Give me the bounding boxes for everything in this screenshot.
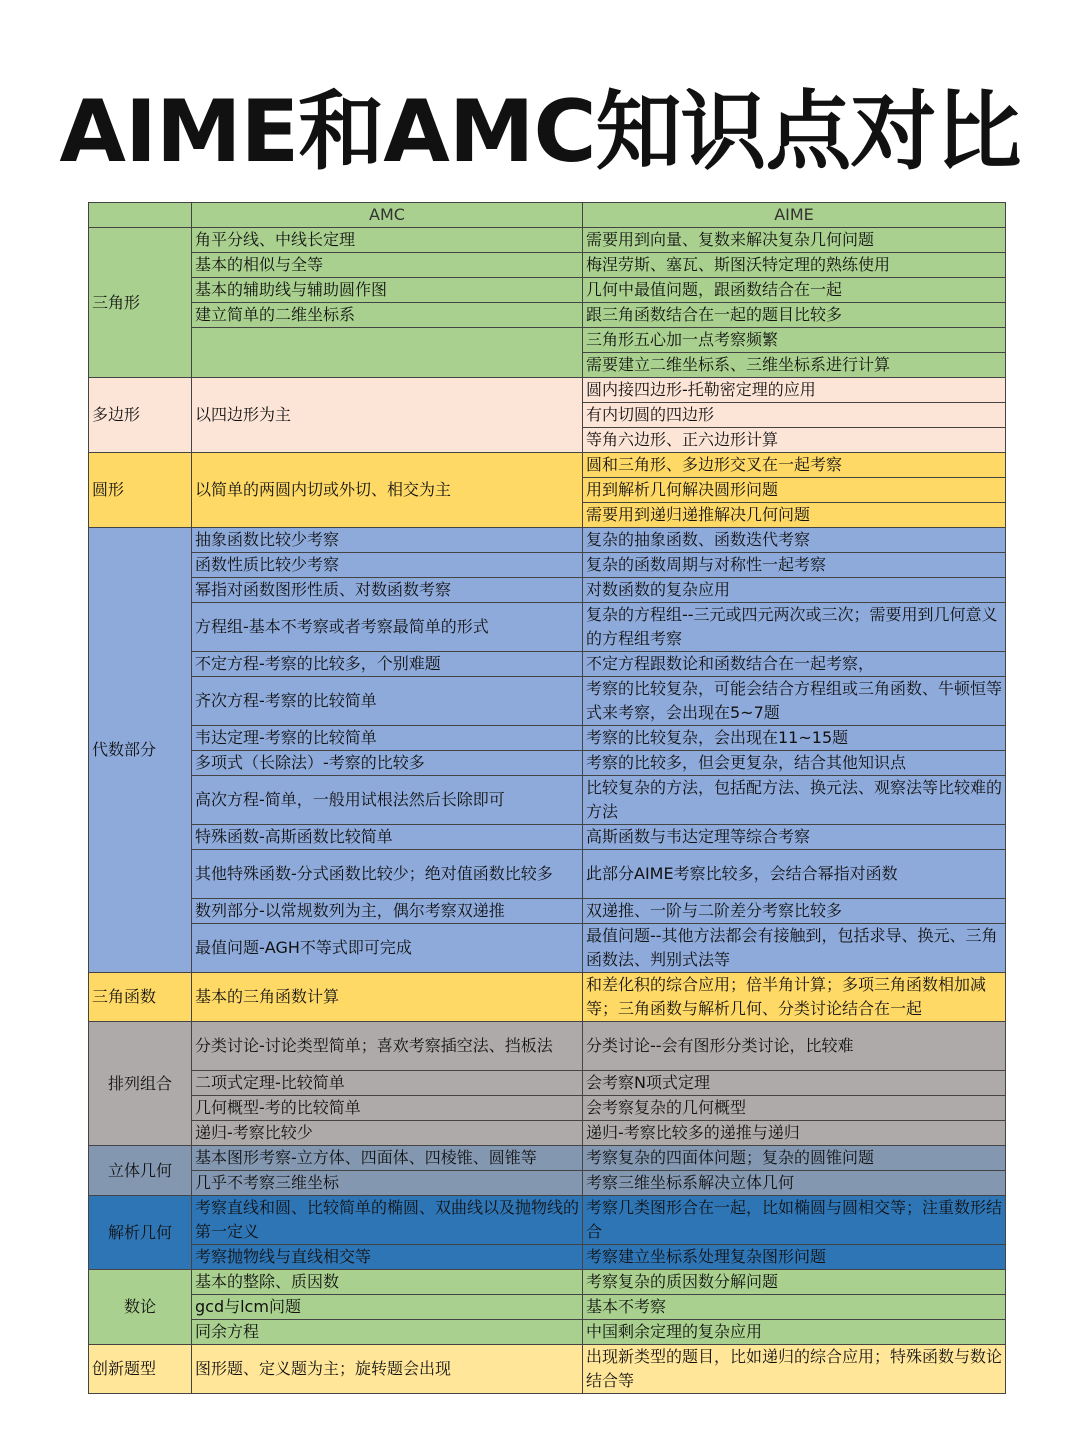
table-row xyxy=(89,677,1006,726)
table-row xyxy=(89,751,1006,776)
aime-cell: 圆内接四边形-托勒密定理的应用 xyxy=(583,378,1006,403)
amc-cell: 多项式（长除法）-考察的比较多 xyxy=(192,751,583,776)
aime-cell: 梅涅劳斯、塞瓦、斯图沃特定理的熟练使用 xyxy=(583,253,1006,278)
aime-cell: 需要用到递归递推解决几何问题 xyxy=(583,503,1006,528)
aime-cell: 考察复杂的四面体问题；复杂的圆锥问题 xyxy=(583,1146,1006,1171)
aime-cell: 最值问题--其他方法都会有接触到，包括求导、换元、三角函数法、判别式法等 xyxy=(583,924,1006,973)
aime-cell: 考察三维坐标系解决立体几何 xyxy=(583,1171,1006,1196)
table-row xyxy=(89,253,1006,278)
amc-cell: 建立简单的二维坐标系 xyxy=(192,303,583,328)
table-row xyxy=(89,1245,1006,1270)
aime-cell: 圆和三角形、多边形交叉在一起考察 xyxy=(583,453,1006,478)
aime-cell: 比较复杂的方法，包括配方法、换元法、观察法等比较难的方法 xyxy=(583,776,1006,825)
page-title: AIME和AMC知识点对比 xyxy=(59,82,1021,182)
amc-cell: 考察直线和圆、比较简单的椭圆、双曲线以及抛物线的第一定义 xyxy=(192,1196,583,1245)
category-cell: 解析几何 xyxy=(89,1196,192,1270)
amc-cell: 以简单的两圆内切或外切、相交为主 xyxy=(192,453,583,528)
amc-cell: 齐次方程-考察的比较简单 xyxy=(192,677,583,726)
amc-cell xyxy=(192,328,583,378)
aime-cell: 对数函数的复杂应用 xyxy=(583,578,1006,603)
aime-cell: 出现新类型的题目，比如递归的综合应用；特殊函数与数论结合等 xyxy=(583,1345,1006,1394)
table-row xyxy=(89,553,1006,578)
amc-cell: 幂指对函数图形性质、对数函数考察 xyxy=(192,578,583,603)
aime-cell: 等角六边形、正六边形计算 xyxy=(583,428,1006,453)
table-row xyxy=(89,776,1006,825)
amc-cell: 同余方程 xyxy=(192,1320,583,1345)
table-row xyxy=(89,1295,1006,1320)
table-row xyxy=(89,1320,1006,1345)
amc-cell: 角平分线、中线长定理 xyxy=(192,228,583,253)
amc-cell: 基本的相似与全等 xyxy=(192,253,583,278)
table-row xyxy=(89,453,1006,478)
amc-cell: 不定方程-考察的比较多，个别难题 xyxy=(192,652,583,677)
amc-cell: 以四边形为主 xyxy=(192,378,583,453)
aime-cell: 不定方程跟数论和函数结合在一起考察， xyxy=(583,652,1006,677)
aime-cell: 三角形五心加一点考察频繁 xyxy=(583,328,1006,353)
table-row xyxy=(89,973,1006,1022)
table-row xyxy=(89,1121,1006,1146)
aime-cell: 考察的比较复杂，可能会结合方程组或三角函数、牛顿恒等式来考察，会出现在5~7题 xyxy=(583,677,1006,726)
amc-cell: 基本的辅助线与辅助圆作图 xyxy=(192,278,583,303)
category-cell: 多边形 xyxy=(89,378,192,453)
amc-cell: 数列部分-以常规数列为主，偶尔考察双递推 xyxy=(192,899,583,924)
table-row xyxy=(89,278,1006,303)
header-corner xyxy=(89,203,192,228)
aime-cell: 需要建立二维坐标系、三维坐标系进行计算 xyxy=(583,353,1006,378)
table-row xyxy=(89,1022,1006,1071)
amc-cell: 基本的整除、质因数 xyxy=(192,1270,583,1295)
amc-cell: 几乎不考察三维坐标 xyxy=(192,1171,583,1196)
amc-cell: gcd与lcm问题 xyxy=(192,1295,583,1320)
aime-cell: 会考察复杂的几何概型 xyxy=(583,1096,1006,1121)
table-row xyxy=(89,924,1006,973)
table-row xyxy=(89,652,1006,677)
table-row xyxy=(89,528,1006,553)
amc-cell: 基本图形考察-立方体、四面体、四棱锥、圆锥等 xyxy=(192,1146,583,1171)
aime-cell: 考察的比较多，但会更复杂，结合其他知识点 xyxy=(583,751,1006,776)
table-row xyxy=(89,1345,1006,1394)
aime-cell: 和差化积的综合应用；倍半角计算；多项三角函数相加减等；三角函数与解析几何、分类讨论结合在一起 xyxy=(583,973,1006,1022)
header-row xyxy=(89,203,1006,228)
aime-cell: 有内切圆的四边形 xyxy=(583,403,1006,428)
amc-cell: 函数性质比较少考察 xyxy=(192,553,583,578)
category-cell: 创新题型 xyxy=(89,1345,192,1394)
amc-cell: 几何概型-考的比较简单 xyxy=(192,1096,583,1121)
amc-cell: 方程组-基本不考察或者考察最简单的形式 xyxy=(192,603,583,652)
aime-cell: 递归-考察比较多的递推与递归 xyxy=(583,1121,1006,1146)
aime-cell: 此部分AIME考察比较多，会结合幂指对函数 xyxy=(583,850,1006,899)
table-row xyxy=(89,303,1006,328)
aime-cell: 中国剩余定理的复杂应用 xyxy=(583,1320,1006,1345)
table-row xyxy=(89,899,1006,924)
amc-cell: 韦达定理-考察的比较简单 xyxy=(192,726,583,751)
header-aime: AIME xyxy=(583,203,1006,228)
aime-cell: 考察几类图形合在一起，比如椭圆与圆相交等；注重数形结合 xyxy=(583,1196,1006,1245)
amc-cell: 考察抛物线与直线相交等 xyxy=(192,1245,583,1270)
table-row xyxy=(89,1196,1006,1245)
table-row xyxy=(89,228,1006,253)
category-cell: 排列组合 xyxy=(89,1022,192,1146)
aime-cell: 考察建立坐标系处理复杂图形问题 xyxy=(583,1245,1006,1270)
amc-cell: 二项式定理-比较简单 xyxy=(192,1071,583,1096)
aime-cell: 跟三角函数结合在一起的题目比较多 xyxy=(583,303,1006,328)
aime-cell: 几何中最值问题，跟函数结合在一起 xyxy=(583,278,1006,303)
table-row xyxy=(89,378,1006,403)
category-cell: 数论 xyxy=(89,1270,192,1345)
aime-cell: 双递推、一阶与二阶差分考察比较多 xyxy=(583,899,1006,924)
aime-cell: 考察复杂的质因数分解问题 xyxy=(583,1270,1006,1295)
header-amc: AMC xyxy=(192,203,583,228)
amc-cell: 最值问题-AGH不等式即可完成 xyxy=(192,924,583,973)
table-row xyxy=(89,1270,1006,1295)
table-row xyxy=(89,603,1006,652)
table-row xyxy=(89,328,1006,353)
aime-cell: 基本不考察 xyxy=(583,1295,1006,1320)
category-cell: 三角函数 xyxy=(89,973,192,1022)
comparison-table xyxy=(88,202,1006,1394)
aime-cell: 复杂的函数周期与对称性一起考察 xyxy=(583,553,1006,578)
amc-cell: 特殊函数-高斯函数比较简单 xyxy=(192,825,583,850)
aime-cell: 分类讨论--会有图形分类讨论，比较难 xyxy=(583,1022,1006,1071)
category-cell: 圆形 xyxy=(89,453,192,528)
category-cell: 代数部分 xyxy=(89,528,192,973)
table-row xyxy=(89,726,1006,751)
amc-cell: 分类讨论-讨论类型简单；喜欢考察插空法、挡板法 xyxy=(192,1022,583,1071)
table-row xyxy=(89,1071,1006,1096)
amc-cell: 图形题、定义题为主；旋转题会出现 xyxy=(192,1345,583,1394)
table-row xyxy=(89,1146,1006,1171)
amc-cell: 高次方程-简单，一般用试根法然后长除即可 xyxy=(192,776,583,825)
table-body xyxy=(89,203,1006,1394)
amc-cell: 抽象函数比较少考察 xyxy=(192,528,583,553)
aime-cell: 会考察N项式定理 xyxy=(583,1071,1006,1096)
table-row xyxy=(89,825,1006,850)
category-cell: 立体几何 xyxy=(89,1146,192,1196)
aime-cell: 考察的比较复杂，会出现在11~15题 xyxy=(583,726,1006,751)
table-row xyxy=(89,850,1006,899)
aime-cell: 高斯函数与韦达定理等综合考察 xyxy=(583,825,1006,850)
aime-cell: 复杂的方程组--三元或四元两次或三次；需要用到几何意义的方程组考察 xyxy=(583,603,1006,652)
table-row xyxy=(89,1096,1006,1121)
aime-cell: 复杂的抽象函数、函数迭代考察 xyxy=(583,528,1006,553)
amc-cell: 基本的三角函数计算 xyxy=(192,973,583,1022)
amc-cell: 递归-考察比较少 xyxy=(192,1121,583,1146)
aime-cell: 需要用到向量、复数来解决复杂几何问题 xyxy=(583,228,1006,253)
category-cell: 三角形 xyxy=(89,228,192,378)
amc-cell: 其他特殊函数-分式函数比较少；绝对值函数比较多 xyxy=(192,850,583,899)
table-row xyxy=(89,1171,1006,1196)
table-row xyxy=(89,578,1006,603)
aime-cell: 用到解析几何解决圆形问题 xyxy=(583,478,1006,503)
